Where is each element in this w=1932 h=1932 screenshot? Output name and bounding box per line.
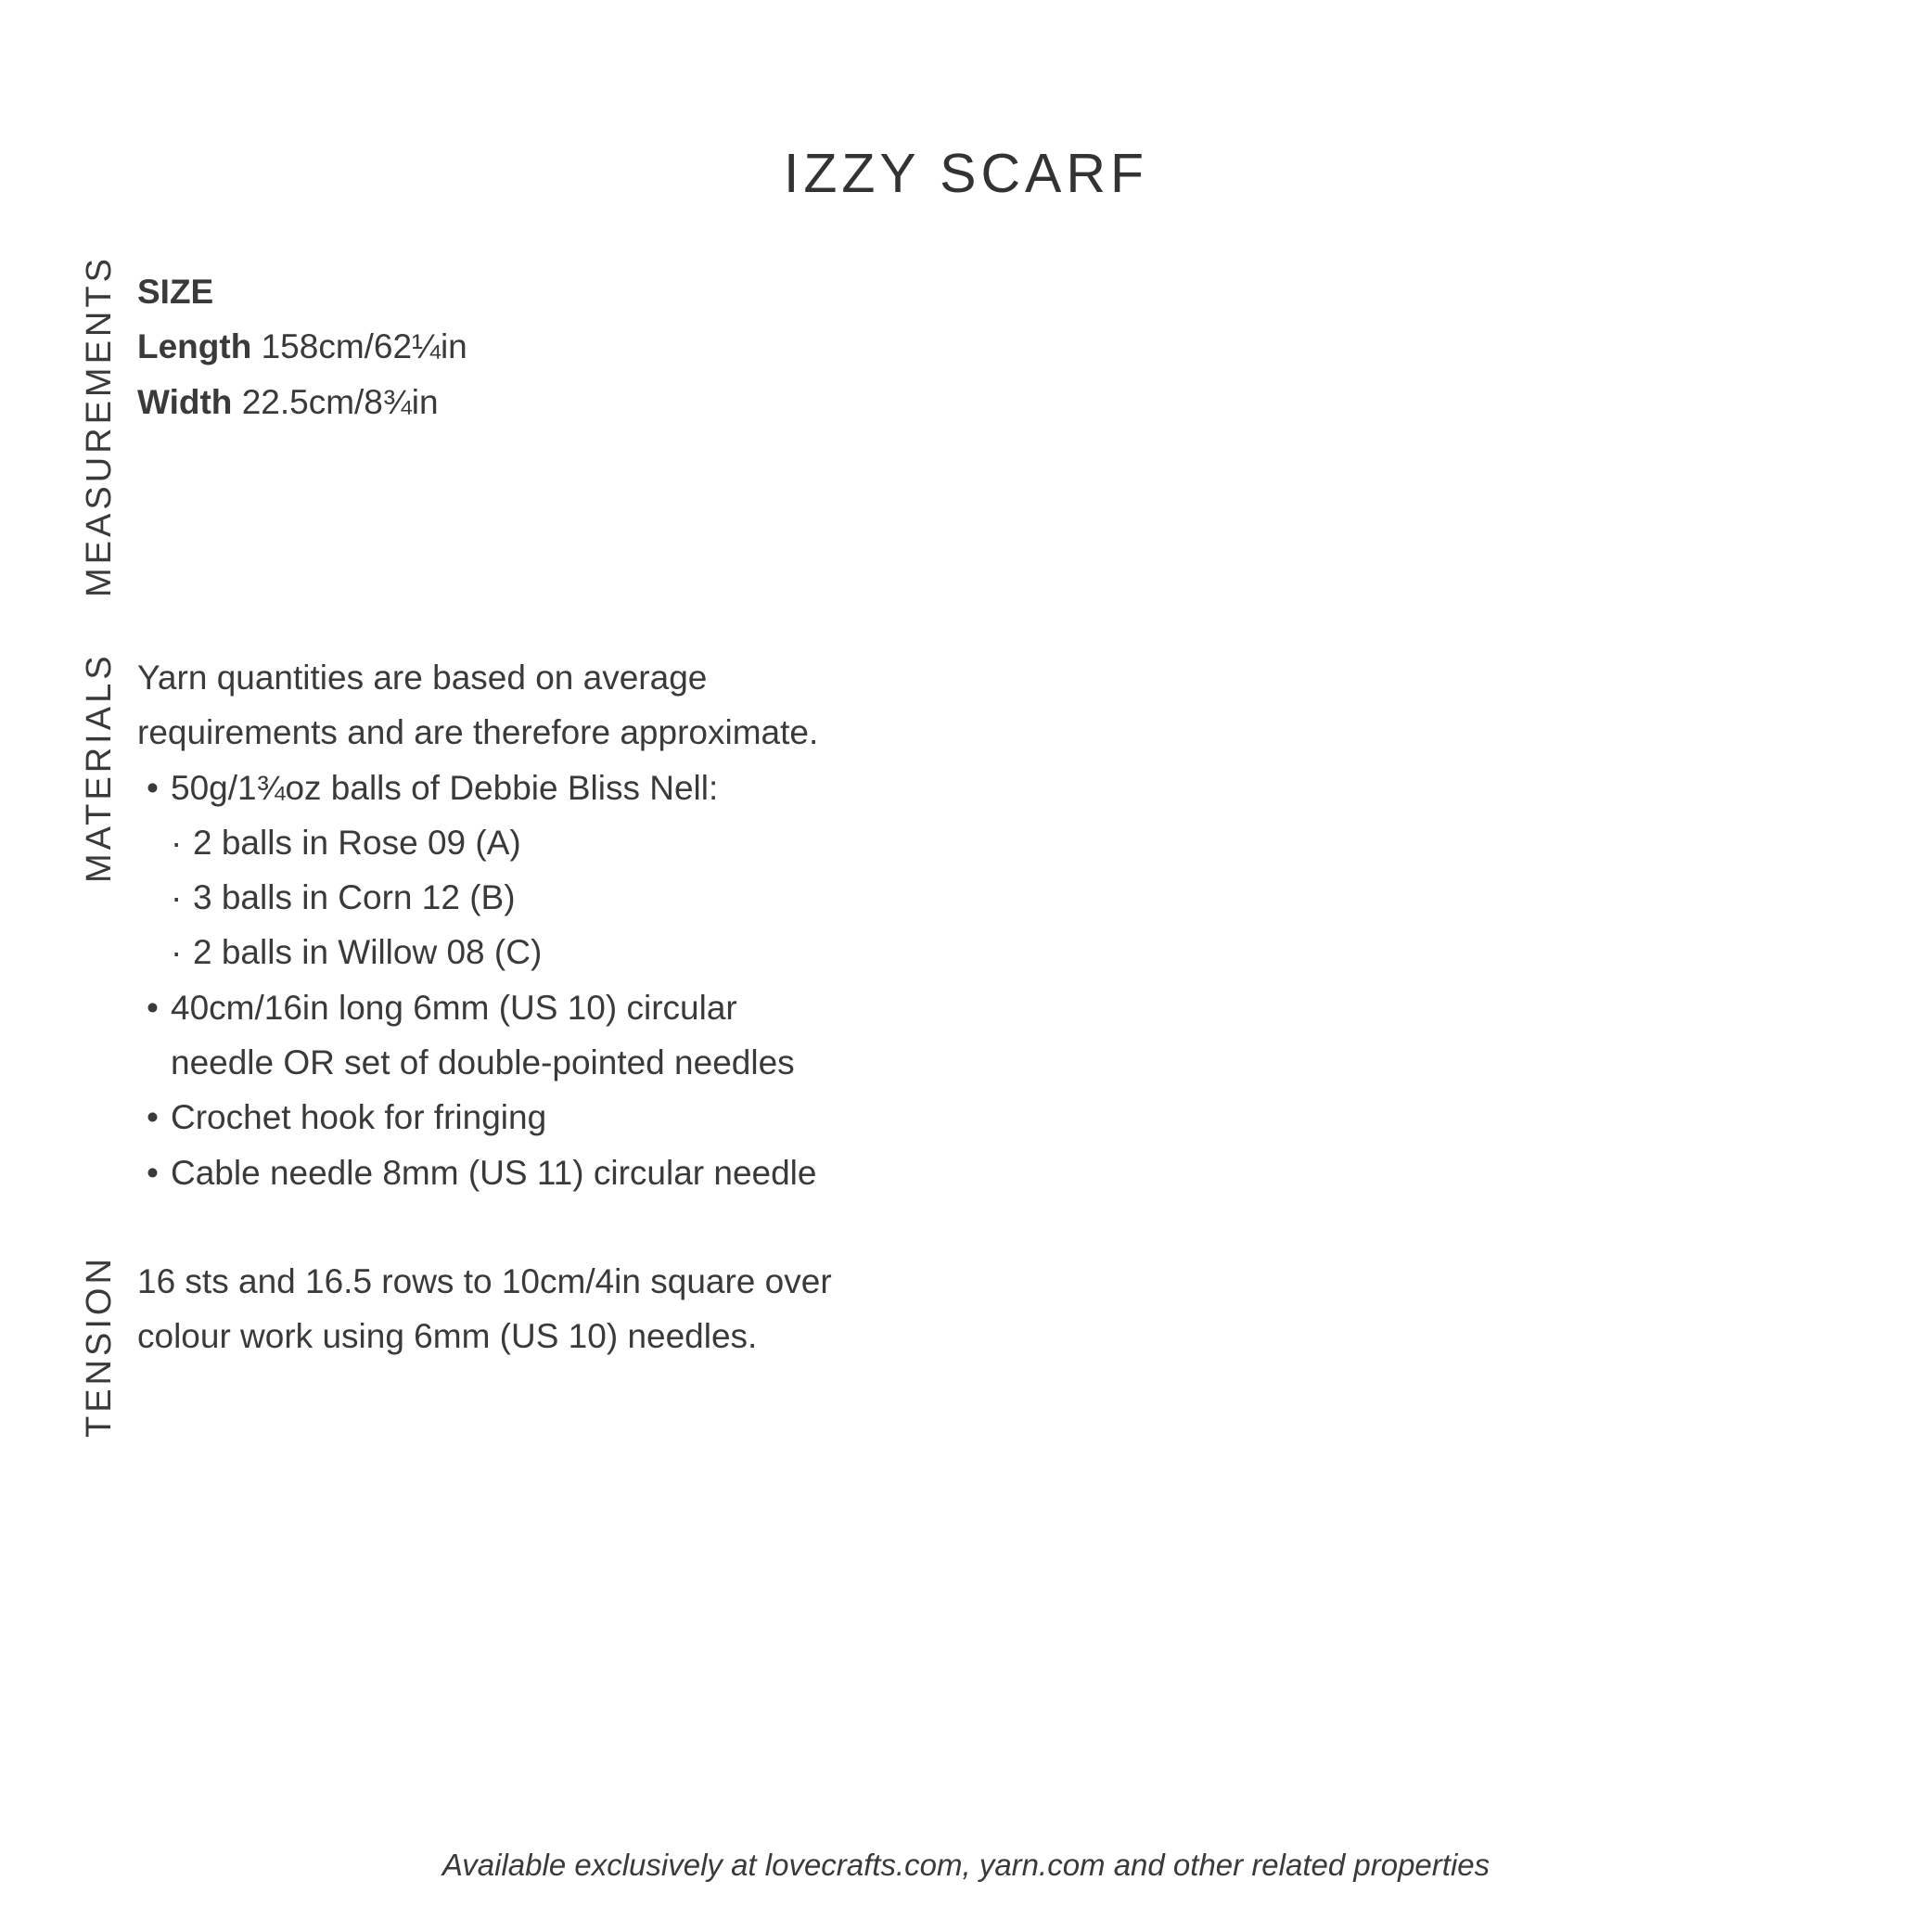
- width-label: Width: [137, 382, 233, 421]
- list-item-needles: [137, 980, 818, 1035]
- list-item-colour-a: [137, 815, 818, 870]
- yarn-item-text: 50g/1¾oz balls of Debbie Bliss Nell:: [171, 768, 719, 807]
- length-label: Length: [137, 327, 252, 366]
- list-item-yarn: [137, 761, 818, 815]
- materials-section: [137, 650, 818, 1200]
- colour-c-text: 2 balls in Willow 08 (C): [193, 933, 543, 972]
- bullet-icon: •: [147, 1098, 159, 1137]
- list-item-colour-c: [137, 925, 818, 979]
- footer-availability-note: Available exclusively at lovecrafts.com, yarn.com and other related properties: [441, 1848, 1491, 1882]
- tension-section: [137, 1254, 832, 1364]
- tension-section-label: TENSION: [80, 1255, 119, 1438]
- tension-line-2: colour work using 6mm (US 10) needles.: [137, 1317, 758, 1356]
- sub-bullet-icon: ·: [171, 933, 183, 972]
- colour-a-text: 2 balls in Rose 09 (A): [193, 823, 521, 862]
- list-item-crochet-hook: [137, 1090, 818, 1145]
- cable-needle-text: Cable needle 8mm (US 11) circular needle: [171, 1153, 817, 1192]
- width-row: [137, 375, 467, 429]
- size-heading: SIZE: [137, 273, 214, 311]
- list-item-cable-needle: [137, 1145, 818, 1200]
- colour-b-text: 3 balls in Corn 12 (B): [193, 878, 516, 917]
- bullet-icon: •: [147, 768, 159, 807]
- crochet-hook-text: Crochet hook for fringing: [171, 1098, 547, 1137]
- bullet-icon: •: [147, 988, 159, 1027]
- page-title: IZZY SCARF: [783, 143, 1149, 204]
- length-value: 158cm/62¼in: [261, 327, 467, 366]
- materials-section-label: MATERIALS: [80, 652, 119, 883]
- measurements-section: [137, 264, 467, 429]
- width-value: 22.5cm/8¾in: [241, 382, 439, 421]
- sub-bullet-icon: ·: [171, 823, 183, 862]
- bullet-icon: •: [147, 1153, 159, 1192]
- needle-line-1: 40cm/16in long 6mm (US 10) circular: [171, 988, 737, 1027]
- needle-line-2: needle OR set of double-pointed needles: [171, 1043, 795, 1082]
- length-row: [137, 319, 467, 374]
- materials-intro-line-2: requirements and are therefore approximate.: [137, 713, 819, 752]
- list-item-colour-b: [137, 870, 818, 925]
- materials-intro-line-1: Yarn quantities are based on average: [137, 659, 708, 697]
- tension-line-1: 16 sts and 16.5 rows to 10cm/4in square over: [137, 1262, 832, 1300]
- measurements-section-label: MEASUREMENTS: [80, 255, 119, 597]
- sub-bullet-icon: ·: [171, 878, 183, 917]
